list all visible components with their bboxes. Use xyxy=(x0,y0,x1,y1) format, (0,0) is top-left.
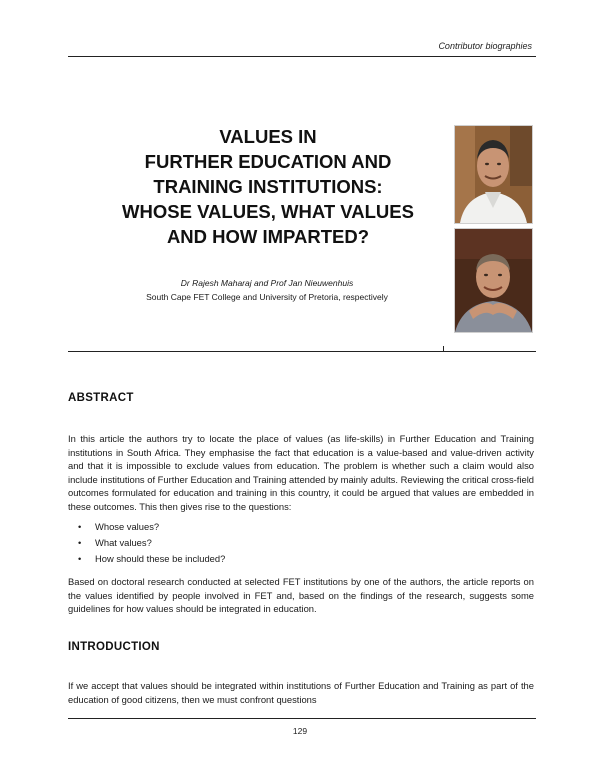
title-line: FURTHER EDUCATION AND xyxy=(144,151,392,172)
bullet-icon: • xyxy=(78,553,82,564)
title-line: WHOSE VALUES, WHAT VALUES xyxy=(122,201,414,222)
author-photo-1 xyxy=(454,125,533,224)
page-number: 129 xyxy=(292,726,308,736)
list-item-text: How should these be included? xyxy=(95,553,226,564)
list-item-text: Whose values? xyxy=(95,521,160,532)
title-line: TRAINING INSTITUTIONS: xyxy=(153,176,383,197)
introduction-heading: INTRODUCTION xyxy=(68,641,160,653)
abstract-paragraph: In this article the authors try to locate the place of values (as life-skills) in Further Education and Training institutions in South Africa. They emphasise the fact that education is a value-based and value-driven activity and that it is impossible to exclude values from education. The problem is whether such a claim would also include institutions of Further Education and Training attended by mainly adults. Reviewing the critical cross-field outcomes formulated for education and training in this country, it could be argued that values are embedded in these outcomes. This then gives rise to the questions: xyxy=(68,433,534,512)
author-photo-2 xyxy=(454,228,533,333)
section-rule xyxy=(68,351,536,352)
list-item-text: What values? xyxy=(95,537,152,548)
title-line: AND HOW IMPARTED? xyxy=(166,226,370,247)
author-block xyxy=(100,276,434,304)
list-item xyxy=(78,535,225,551)
question-list xyxy=(78,519,225,567)
author-affiliation: South Cape FET College and University of Pretoria, respectively xyxy=(146,292,388,302)
abstract-heading: ABSTRACT xyxy=(68,392,134,404)
running-header: Contributor biographies xyxy=(438,41,532,51)
bullet-icon: • xyxy=(78,521,82,532)
header-rule xyxy=(68,56,536,57)
list-item xyxy=(78,519,225,535)
title-line: VALUES IN xyxy=(219,126,317,147)
bullet-icon: • xyxy=(78,537,82,548)
footer-rule xyxy=(68,718,536,719)
rule-tick xyxy=(443,346,444,352)
article-title xyxy=(68,124,468,249)
introduction-paragraph: If we accept that values should be integrated within institutions of Further Education and Training as part of the education of good citizens, then we must confront questions xyxy=(68,680,534,705)
author-names: Dr Rajesh Maharaj and Prof Jan Nieuwenhuis xyxy=(180,278,354,288)
list-item xyxy=(78,551,225,567)
abstract-conclusion: Based on doctoral research conducted at selected FET institutions by one of the authors, the article reports on the values identified by people involved in FET and, based on the findings of the research, suggests some guidelines for how values should be integrated in education. xyxy=(68,576,534,615)
